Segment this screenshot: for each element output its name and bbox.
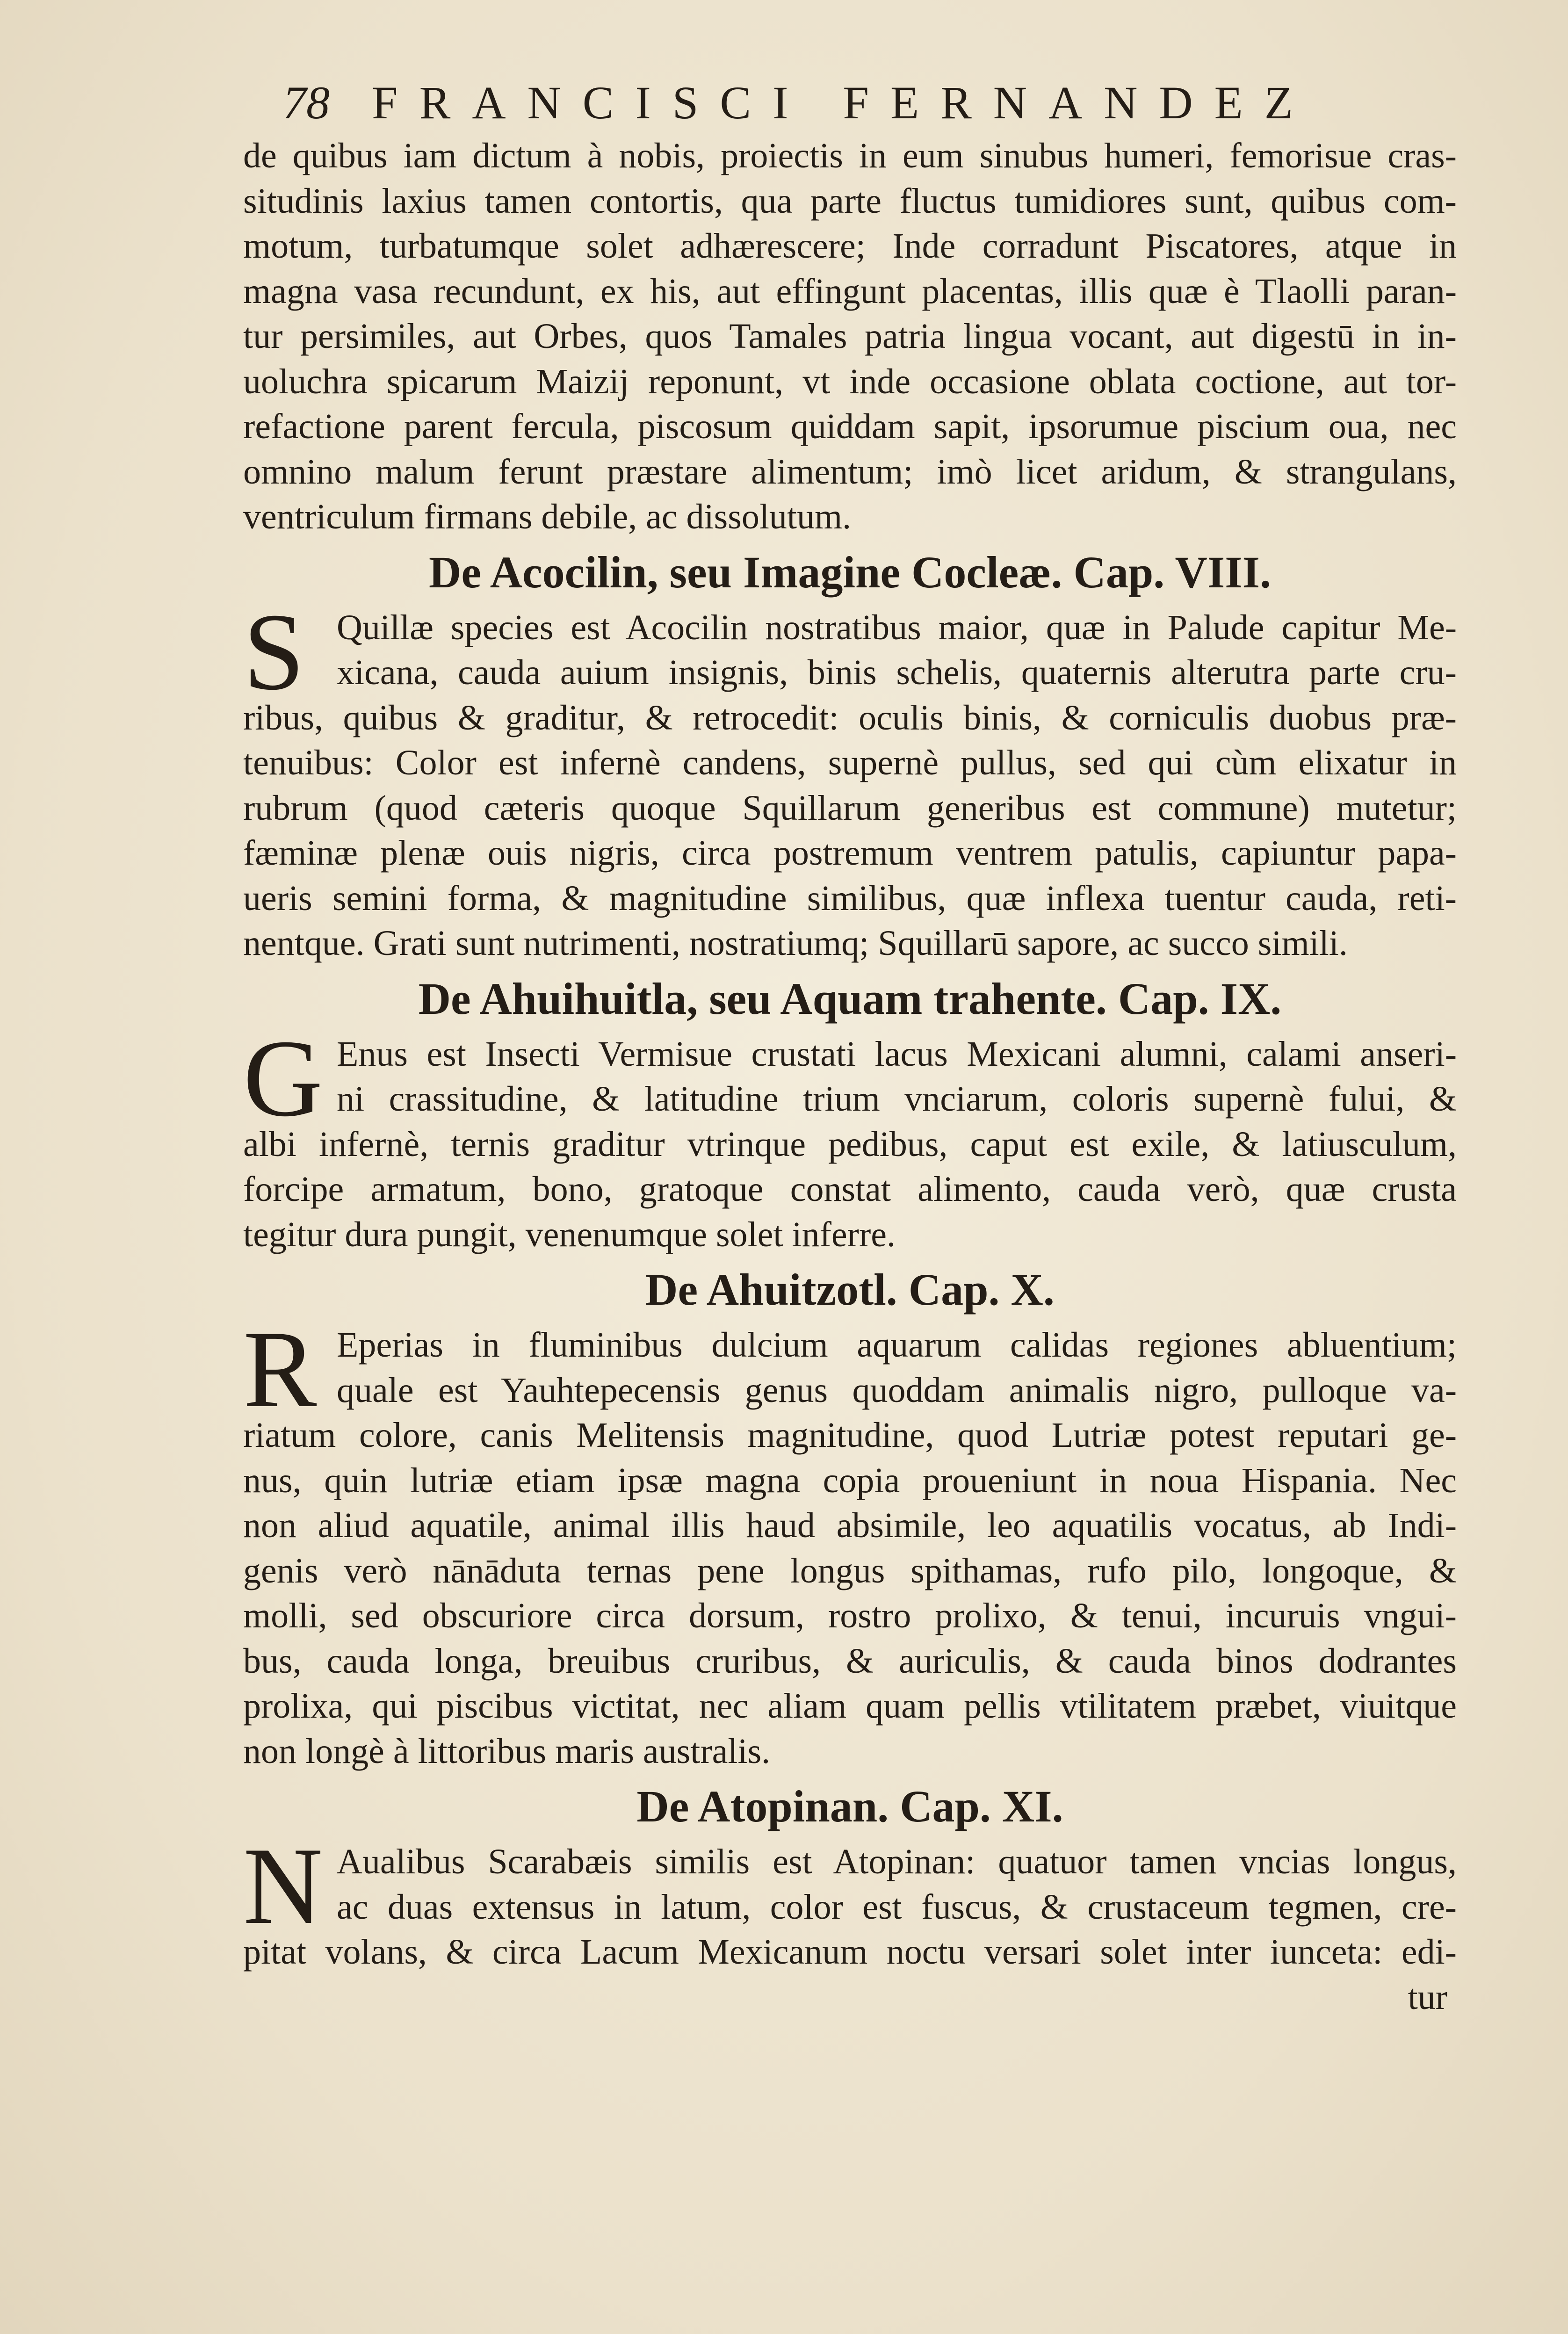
text-line: quale est Yauhtepecensis genus quoddam animalis nigro, pulloque va- bbox=[337, 1370, 1457, 1410]
text-line: magna vasa recundunt, ex his, aut effingunt placentas, illis quæ è Tlaolli paran- bbox=[243, 271, 1457, 311]
text-line: Enus est Insecti Vermisue crustati lacus Mexicani alumni, calami anseri- bbox=[337, 1034, 1457, 1074]
drop-cap-initial: N bbox=[243, 1825, 323, 1947]
text-line: genis verò nānāduta ternas pene longus spithamas, rufo pilo, longoque, & bbox=[243, 1551, 1457, 1590]
text-line: tenuibus: Color est infernè candens, supernè pullus, sed qui cùm elixatur in bbox=[243, 743, 1457, 782]
text-line: omnino malum ferunt præstare alimentum; imò licet aridum, & strangulans, bbox=[243, 452, 1457, 491]
chapter-paragraph bbox=[243, 1017, 1457, 1257]
text-line: xicana, cauda auium insignis, binis schelis, quaternis alterutra parte cru- bbox=[337, 653, 1457, 692]
text-block bbox=[243, 133, 1457, 2020]
text-line: ac duas extensus in latum, color est fuscus, & crustaceum tegmen, cre- bbox=[337, 1887, 1457, 1927]
text-line: forcipe armatum, bono, gratoque constat alimento, cauda verò, quæ crusta bbox=[243, 1170, 1457, 1209]
chapter-heading: De Ahuihuitla, seu Aquam trahente. Cap. IX. bbox=[418, 973, 1282, 1024]
catchword: tur bbox=[1408, 1977, 1447, 2017]
opening-paragraph bbox=[243, 133, 1457, 540]
text-line: ventriculum firmans debile, ac dissolutum. bbox=[243, 497, 852, 536]
text-line: uoluchra spicarum Maizij reponunt, vt inde occasione oblata coctione, aut tor- bbox=[243, 361, 1457, 401]
text-line: albi infernè, ternis graditur vtrinque pedibus, caput est exile, & latiusculum, bbox=[243, 1124, 1457, 1164]
text-line: situdinis laxius tamen contortis, qua parte fluctus tumidiores sunt, quibus com- bbox=[243, 181, 1457, 221]
drop-cap-initial: R bbox=[243, 1308, 317, 1431]
text-line: pitat volans, & circa Lacum Mexicanum noctu versari solet inter iunceta: edi- bbox=[243, 1932, 1457, 1972]
running-title: FRANCISCI FERNANDEZ bbox=[372, 77, 1315, 129]
chapter-heading: De Atopinan. Cap. XI. bbox=[636, 1781, 1063, 1831]
text-line: refactione parent fercula, piscosum quiddam sapit, ipsorumue piscium oua, nec bbox=[243, 407, 1457, 446]
text-line: bus, cauda longa, breuibus cruribus, & auriculis, & cauda binos dodrantes bbox=[243, 1641, 1457, 1681]
text-line: Eperias in fluminibus dulcium aquarum calidas regiones abluentium; bbox=[337, 1325, 1457, 1365]
text-line: rubrum (quod cæteris quoque Squillarum generibus est commune) mutetur; bbox=[243, 788, 1457, 828]
chapter-paragraph bbox=[243, 1825, 1457, 1975]
text-line: tegitur dura pungit, venenumque solet inferre. bbox=[243, 1214, 896, 1254]
page-number: 78 bbox=[283, 77, 330, 129]
text-line: nentque. Grati sunt nutrimenti, nostratiumq; Squillarū sapore, ac succo simili. bbox=[243, 924, 1348, 963]
text-line: prolixa, qui piscibus victitat, nec aliam quam pellis vtilitatem præbet, viuitque bbox=[243, 1686, 1457, 1726]
text-line: fæminæ plenæ ouis nigris, circa postremum ventrem patulis, capiuntur papa- bbox=[243, 833, 1457, 873]
chapter-paragraph bbox=[243, 591, 1457, 966]
text-line: motum, turbatumque solet adhærescere; Inde corradunt Piscatores, atque in bbox=[243, 226, 1457, 266]
chapter-heading: De Acocilin, seu Imagine Cocleæ. Cap. VIII. bbox=[429, 547, 1271, 597]
drop-cap-initial: S bbox=[243, 591, 305, 713]
text-line: tur persimiles, aut Orbes, quos Tamales patria lingua vocant, aut digestū in in- bbox=[243, 317, 1457, 356]
text-line: ni crassitudine, & latitudine trium vnciarum, coloris supernè fului, & bbox=[337, 1079, 1457, 1119]
text-line: ribus, quibus & graditur, & retrocedit: oculis binis, & corniculis duobus præ- bbox=[243, 698, 1457, 737]
text-line: non aliud aquatile, animal illis haud absimile, leo aquatilis vocatus, ab Indi- bbox=[243, 1506, 1457, 1545]
text-line: molli, sed obscuriore circa dorsum, rostro prolixo, & tenui, incuruis vngui- bbox=[243, 1596, 1457, 1635]
page-header bbox=[283, 75, 1315, 131]
chapter-paragraph bbox=[243, 1308, 1457, 1774]
text-line: Aualibus Scarabæis similis est Atopinan: quatuor tamen vncias longus, bbox=[337, 1842, 1457, 1881]
text-line: de quibus iam dictum à nobis, proiectis in eum sinubus humeri, femorisue cras- bbox=[243, 136, 1457, 175]
text-line: ueris semini forma, & magnitudine similibus, quæ inflexa tuentur cauda, reti- bbox=[243, 878, 1457, 918]
drop-cap-initial: G bbox=[243, 1017, 323, 1140]
text-line: riatum colore, canis Melitensis magnitudine, quod Lutriæ potest reputari ge- bbox=[243, 1416, 1457, 1455]
text-line: Quillæ species est Acocilin nostratibus maior, quæ in Palude capitur Me- bbox=[337, 607, 1457, 647]
chapter-heading: De Ahuitzotl. Cap. X. bbox=[645, 1265, 1055, 1315]
text-line: nus, quin lutriæ etiam ipsæ magna copia proueniunt in noua Hispania. Nec bbox=[243, 1460, 1457, 1500]
text-line: non longè à littoribus maris australis. bbox=[243, 1731, 771, 1771]
